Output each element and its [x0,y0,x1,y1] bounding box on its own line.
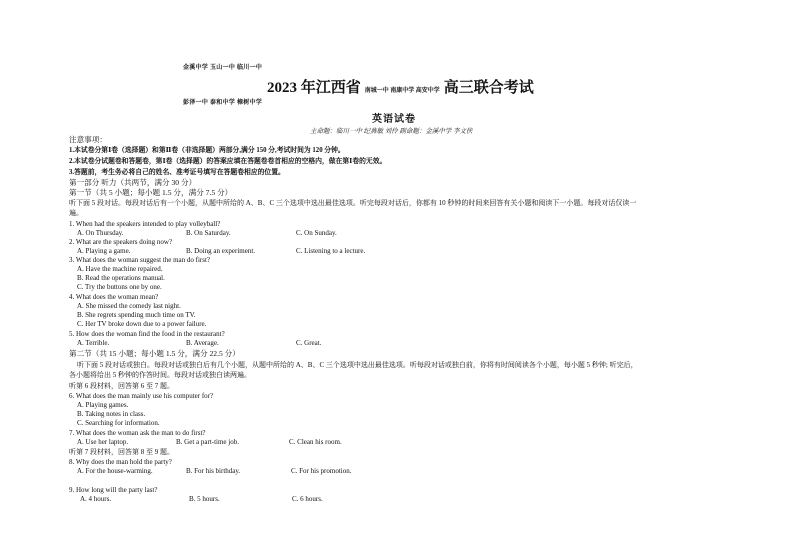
question-2-option-c: C. Listening to a lecture. [296,247,366,255]
notes-item-3: 3.答题前，考生务必将自己的姓名、准考证号填写在答题卷相应的位置。 [69,169,285,176]
question-9-stem: 9. How long will the party last? [69,486,158,494]
title-year: 2023 年江西省 [267,80,361,96]
material-7-heading: 听第 7 段材料，回答第 8 至 9 题。 [69,448,174,456]
question-9-option-c: C. 6 hours. [292,495,323,503]
question-3-option-c: C. Try the buttons one by one. [77,283,162,291]
section1-heading: 第一节（共 5 小题；每小题 1.5 分，满分 7.5 分） [69,188,233,197]
section1-instructions-b: 遍。 [69,209,83,217]
question-5-stem: 5. How does the woman find the food in the restaurant? [69,330,225,338]
question-8-option-c: C. For his promotion. [291,467,352,475]
question-7-option-c: C. Clean his room. [289,438,342,446]
title-exam: 高三联合考试 [443,80,534,96]
question-2-option-b: B. Doing an experiment. [186,247,256,255]
notes-item-1: 1.本试卷分第Ⅰ卷（选择题）和第Ⅱ卷（非选择题）两部分,满分 150 分,考试时间为 120 分钟。 [69,147,345,154]
question-6-stem: 6. What does the man mainly use his computer for? [69,392,214,400]
subject-title: 英语试卷 [372,114,416,125]
question-5-option-c: C. Great. [296,339,322,347]
question-5-option-a: A. Terrible. [77,339,110,347]
question-3-option-b: B. Read the operations manual. [77,274,165,282]
question-4-option-c: C. Her TV broke down due to a power failure. [77,320,207,328]
question-4-option-a: A. She missed the comedy last night. [77,302,181,310]
schools-bottom-line: 彭泽一中 泰和中学 樟树中学 [183,100,263,106]
question-2-option-a: A. Playing a game. [77,247,131,255]
authors-line: 主命题：临川一中 纪燕敏 刘伶 副命题：金溪中学 李文侠 [310,128,473,135]
part1-heading: 第一部分 听力（共两节，满分 30 分） [69,178,197,187]
question-7-stem: 7. What does the woman ask the man to do first? [69,429,206,437]
question-5-option-b: B. Average. [186,339,219,347]
question-8-option-b: B. For his birthday. [186,467,241,475]
question-1-option-c: C. On Sunday. [296,229,337,237]
material-6-heading: 听第 6 段材料，回答第 6 至 7 题。 [69,382,174,390]
exam-title [267,76,534,97]
section2-heading: 第二节（共 15 小题；每小题 1.5 分，满分 22.5 分） [69,349,240,358]
question-8-stem: 8. Why does the man hold the party? [69,458,172,466]
question-4-option-b: B. She regrets spending much time on TV. [77,311,196,319]
question-6-option-c: C. Searching for information. [77,419,160,427]
question-7-option-b: B. Get a part-time job. [176,438,239,446]
question-4-stem: 4. What does the woman mean? [69,293,159,301]
notes-item-2: 2.本试卷分试题卷和答题卷，第Ⅰ卷（选择题）的答案应填在答题卷卷首相应的空格内，做在第Ⅰ卷的无效。 [69,158,387,165]
question-6-option-b: B. Taking notes in class. [77,410,146,418]
question-7-option-a: A. Use her laptop. [77,438,129,446]
notes-heading: 注意事项： [69,135,107,144]
section1-instructions-a: 听下面 5 段对话。每段对话后有一个小题，从题中所给的 A、B、C 三个选项中选出最佳选项。听完每段对话后，你都有 10 秒钟的时间来回答有关小题和阅读下一小题。每段对话仅读一 [69,199,637,207]
question-1-option-b: B. On Saturday. [186,229,231,237]
question-8-option-a: A. For the house-warming. [77,467,153,475]
question-1-stem: 1. When had the speakers intended to play volleyball? [69,220,221,228]
schools-top-line: 金溪中学 玉山一中 临川一中 [183,65,263,71]
question-2-stem: 2. What are the speakers doing now? [69,238,173,246]
question-6-option-a: A. Playing games. [77,401,129,409]
section2-instructions-a: 听下面 5 段对话或独白。每段对话或独白后有几个小题，从题中所给的 A、B、C 三个选项中选出最佳选项。听每段对话或独白前，你将有时间阅读各个小题，每小题 5 秒钟; 听完后， [77,361,638,369]
question-3-stem: 3. What does the woman suggest the man do first? [69,256,211,264]
title-inline-schools: 南城一中 南康中学 高安中学 [364,88,440,94]
question-9-option-a: A. 4 hours. [80,495,112,503]
question-9-option-b: B. 5 hours. [189,495,220,503]
question-1-option-a: A. On Thursday. [77,229,124,237]
section2-instructions-b: 各小题将给出 5 秒钟的作答时间。每段对话或独白读两遍。 [69,371,251,379]
question-3-option-a: A. Have the machine repaired. [77,265,163,273]
